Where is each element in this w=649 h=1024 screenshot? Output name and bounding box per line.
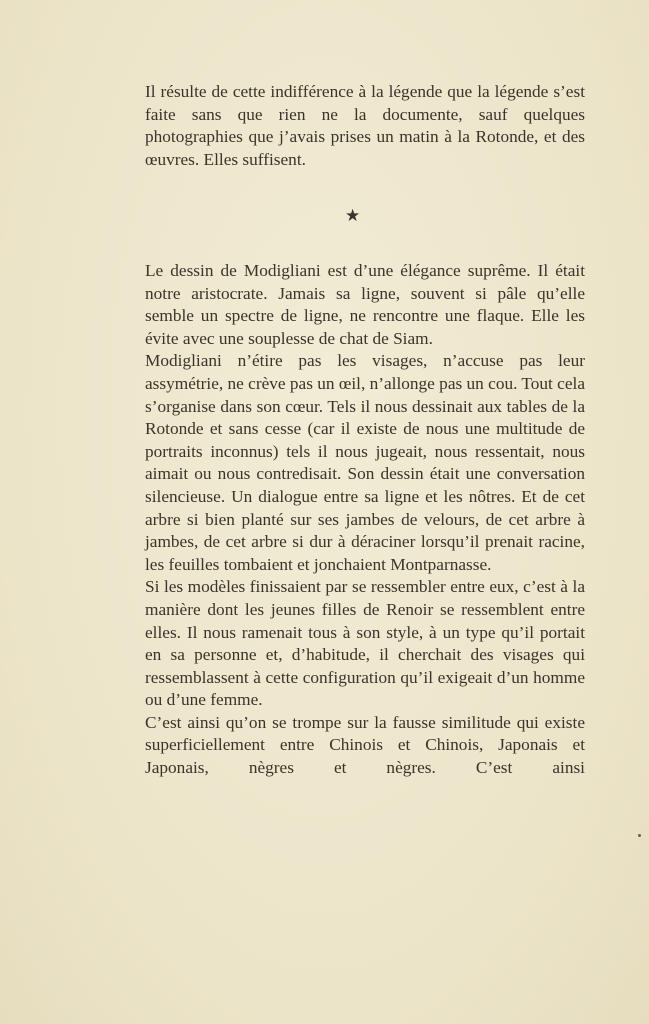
paragraph: Si les modèles finissaient par se ressembler entre eux, c’est à la manière dont les jeunes filles de Renoir se ressemblent entre elles. Il nous ramenait tous à son style, à un type qu’il portait en sa personne et, d’habitude, il cherchait des visages qui ressemblassent à cette configuration qu’il exigeait d’un homme ou d’une femme. (145, 577, 585, 710)
margin-speck (638, 834, 641, 837)
paragraph: Le dessin de Modigliani est d’une élégance suprême. Il était notre aristocrate. Jamais sa ligne, souvent si pâle qu’elle semble un spectre de ligne, ne rencontre une flaque. Elle les évite avec une souplesse de chat de Siam. (145, 261, 585, 348)
star-separator-icon: ★ (345, 206, 361, 226)
paragraph: Il résulte de cette indifférence à la légende que la légende s’est faite sans que rien ne la documente, sauf quelques photographies que j’avais prises un matin à la Rotonde, et des œuvres. Elles suffisent. (145, 82, 585, 169)
main-text-block (145, 260, 585, 780)
opening-paragraph-block (145, 81, 585, 171)
paragraph: C’est ainsi qu’on se trompe sur la fausse similitude qui existe superficiellement entre Chinois et Chinois, Japonais et Japonais, nègres et nègres. C’est ainsi (145, 712, 585, 778)
paragraph: Modigliani n’étire pas les visages, n’accuse pas leur assymétrie, ne crève pas un œil, n’allonge pas un cou. Tout cela s’organise dans son cœur. Tels il nous dessinait aux tables de la Rotonde et sans cesse (car il existe de nous une multitude de portraits inconnus) tels il nous jugeait, nous ressentait, nous aimait ou nous contredisait. Son dessin était une conversation silencieuse. Un dialogue entre sa ligne et les nôtres. Et de cet arbre si bien planté sur ses jambes de velours, de cet arbre à jambes, de cet arbre si dur à déraciner lorsqu’il prenait racine, les feuilles tombaient et jonchaient Montparnasse. (145, 351, 585, 574)
